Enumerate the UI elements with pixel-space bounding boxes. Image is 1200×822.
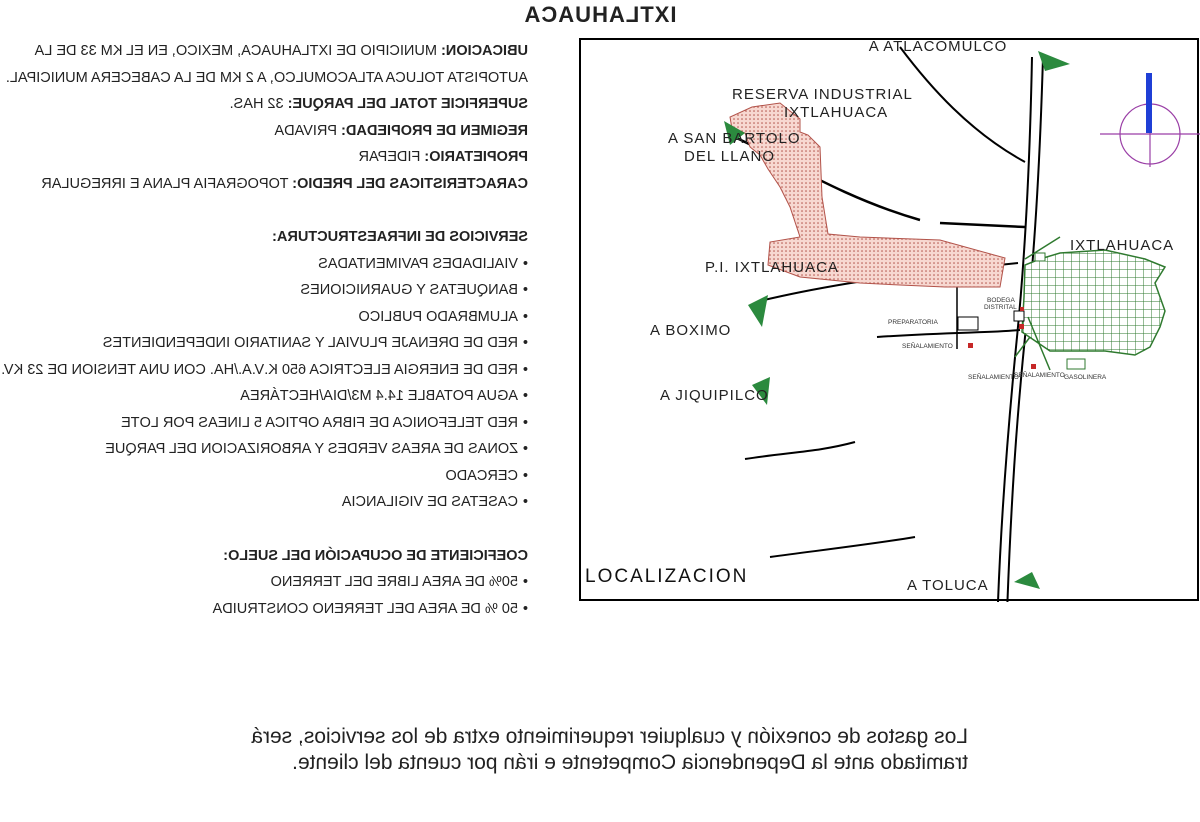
- gasolinera-building: [1067, 359, 1085, 369]
- label-reserva-1: RESERVA INDUSTRIAL: [732, 86, 913, 103]
- list-item: •RED DE ENERGIA ELECTRICA 650 K.V.A./HA. CON UNA TENSION DE 23 KV.: [1, 361, 528, 378]
- superficie-value: 32 HAS.: [229, 96, 284, 112]
- label-boximo: A BOXIMO: [650, 322, 732, 339]
- list-item: •RED TELEFONICA DE FIBRA OPTICA 5 LINEAS POR LOTE: [121, 414, 528, 431]
- ubicacion-text: MUNICIPIO DE IXTLAHUACA, MEXICO, EN EL KM 33 DE LA AUTOPISTA TOLUCA ATLACOMULCO, A 2 KM DE LA CABECERA MUNICIPAL.: [5, 43, 528, 86]
- label-san-bartolo-2: DEL LLANO: [684, 148, 775, 165]
- caracteristicas-label: CARACTERISTICAS DEL PREDIO:: [292, 175, 528, 192]
- list-item: •ZONAS DE AREAS VERDES Y ARBORIZACION DEL PARQUE: [105, 441, 528, 457]
- label-reserva-2: IXTLAHUACA: [784, 104, 889, 121]
- label-preparatoria: PREPARATORIA: [888, 319, 938, 326]
- road-line: [745, 442, 855, 459]
- regimen-value: PRIVADA: [274, 122, 338, 139]
- road-line: [877, 330, 1020, 337]
- compass-icon: [1100, 73, 1200, 167]
- propietario-value: FIDEPAR: [358, 149, 421, 165]
- list-item: •ALUMBRADO PUBLICO: [358, 308, 528, 325]
- superficie-row: [0, 91, 528, 118]
- regimen-label: REGIMEN DE PROPIEDAD:: [341, 122, 528, 139]
- caracteristicas-row: [0, 171, 528, 198]
- road-line: [770, 537, 915, 557]
- label-localizacion: LOCALIZACION: [585, 566, 749, 587]
- label-senalamiento: SEÑALAMIENTO: [968, 374, 1019, 381]
- services-list: [0, 251, 528, 516]
- superficie-label: SUPERFICIE TOTAL DEL PARQUE:: [287, 96, 528, 112]
- caracteristicas-value: TOPOGRAFIA PLANA E IRREGULAR: [41, 175, 289, 192]
- label-toluca: A TOLUCA: [907, 577, 989, 594]
- preparatoria-building: [958, 317, 978, 330]
- label-atlacomulco: A ATLACOMULCO: [868, 38, 1008, 55]
- label-gasolinera: GASOLINERA: [1064, 374, 1107, 381]
- list-item: •CASETAS DE VIGILANCIA: [341, 494, 528, 510]
- town-building: [1035, 253, 1045, 261]
- propietario-label: PROPIETARIO:: [424, 149, 528, 165]
- list-item: •CERCADO: [445, 467, 528, 484]
- list-item: •50% DE AREA LIBRE DEL TERRENO: [270, 574, 528, 590]
- list-item: •50 % DE AREA DEL TERRENO CONSTRUIDA: [212, 600, 528, 617]
- label-pi: P.I. IXTLAHUACA: [705, 259, 839, 276]
- ubicacion-paragraph: [0, 38, 528, 91]
- bodega-marker: [1020, 307, 1024, 311]
- senal-marker: [1031, 364, 1036, 369]
- footer-note: Los gastos de conexión y cualquier requerimiento extra de los servicios, será tramitado ante la Dependencia Competente e irán por cuenta del cliente.: [251, 725, 968, 774]
- label-senalamiento: SEÑALAMIENTO: [902, 343, 953, 350]
- regimen-row: [0, 118, 528, 145]
- list-item: •RED DE DRENAJE PLUVIAL Y SANITARIO INDEPENDIENTES: [102, 335, 528, 351]
- label-bodega: BODEGA: [987, 297, 1015, 304]
- page-title: IXTLAHUACA: [523, 2, 677, 27]
- label-senalamiento: SEÑALAMIENTO: [1014, 372, 1065, 379]
- list-item: •BANQUETAS Y GUARNICIONES: [300, 282, 528, 298]
- services-heading: SERVICIOS DE INFRAESTRUCTURA:: [272, 229, 528, 245]
- cos-heading: COEFICIENTE DE OCUPACIÓN DEL SUELO:: [223, 547, 528, 564]
- label-ixtlahuaca-town: IXTLAHUACA: [1070, 237, 1175, 254]
- senal-marker: [1019, 324, 1024, 329]
- info-block: [0, 38, 528, 622]
- arrow-boximo-icon: [748, 295, 768, 327]
- bodega-building: [1014, 311, 1024, 321]
- arrow-toluca-icon: [1014, 572, 1040, 589]
- propietario-row: [0, 144, 528, 171]
- list-item: •VIALIDADES PAVIMENTADAS: [318, 255, 528, 272]
- ubicacion-label: UBICACION:: [441, 43, 528, 59]
- road-line: [900, 47, 1025, 162]
- list-item: •AGUA POTABLE 14.4 M3/DIA/HECTÁREA: [240, 388, 528, 404]
- label-distrital: DISTRITAL: [984, 304, 1017, 311]
- town-area: [1022, 250, 1165, 355]
- label-jiquipilco: A JIQUIPILCO: [660, 387, 769, 404]
- label-san-bartolo-1: A SAN BARTOLO: [668, 130, 801, 147]
- senal-marker: [968, 343, 973, 348]
- location-map: [578, 37, 1200, 602]
